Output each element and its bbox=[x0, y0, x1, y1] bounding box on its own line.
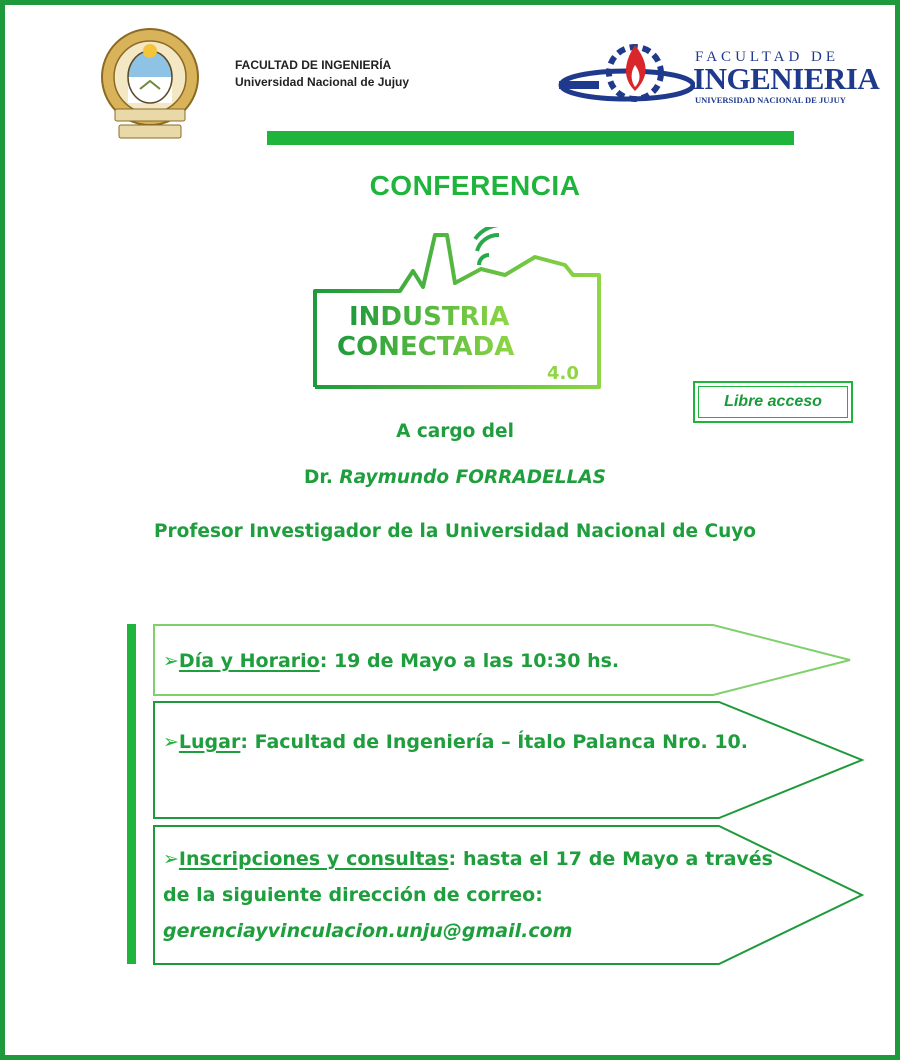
faculty-logo-sub-word: UNIVERSIDAD NACIONAL DE JUJUY bbox=[695, 95, 846, 105]
chevron-right-icon: ➢ bbox=[163, 731, 179, 753]
faculty-logo-main-word: INGENIERIA bbox=[693, 61, 880, 96]
event-logo-version: 4.0 bbox=[547, 363, 579, 384]
university-name: Universidad Nacional de Jujuy bbox=[235, 75, 410, 89]
detail-schedule-text bbox=[163, 650, 763, 672]
speaker-role bbox=[5, 515, 900, 549]
event-logo-line1: INDUSTRIA bbox=[349, 302, 510, 332]
header-divider-bar bbox=[267, 131, 794, 145]
speaker-title: Dr. bbox=[304, 467, 333, 488]
faculty-name: FACULTAD DE INGENIERÍA bbox=[235, 58, 392, 72]
detail-place-text bbox=[163, 723, 773, 761]
detail-registration-text bbox=[163, 841, 773, 949]
faculty-logo bbox=[555, 27, 880, 119]
event-logo bbox=[305, 227, 615, 397]
detail-schedule-value: : 19 de Mayo a las 10:30 hs. bbox=[319, 650, 620, 672]
speaker-line bbox=[5, 467, 900, 488]
detail-registration bbox=[153, 825, 865, 965]
faculty-logo-top-word: FACULTAD DE bbox=[695, 49, 840, 65]
university-seal-icon bbox=[97, 25, 203, 143]
details-side-bar bbox=[127, 624, 136, 964]
contact-email-link[interactable]: gerenciayvinculacion.unju@gmail.com bbox=[163, 920, 573, 942]
page-title: CONFERENCIA bbox=[369, 170, 581, 201]
speaker-role-text: Profesor Investigador de la Universidad Nacional de Cuyo bbox=[153, 521, 757, 542]
detail-schedule bbox=[153, 624, 853, 696]
chevron-right-icon: ➢ bbox=[163, 848, 179, 870]
detail-place-label: Lugar bbox=[178, 731, 241, 753]
detail-registration-value: : hasta el 17 de Mayo a través de la siguiente dirección de correo: bbox=[163, 848, 773, 906]
free-access-badge bbox=[693, 381, 853, 423]
detail-place-value: : Facultad de Ingeniería – Ítalo Palanca Nro. 10. bbox=[240, 731, 748, 753]
chevron-right-icon: ➢ bbox=[163, 650, 179, 672]
detail-place bbox=[153, 701, 865, 819]
speaker-intro: A cargo del bbox=[396, 421, 514, 442]
detail-schedule-label: Día y Horario bbox=[178, 650, 320, 672]
speaker-name: Raymundo FORRADELLAS bbox=[339, 467, 606, 488]
detail-registration-label: Inscripciones y consultas bbox=[178, 848, 449, 870]
event-logo-line2: CONECTADA bbox=[337, 332, 515, 362]
faculty-engineering-logo-icon bbox=[555, 27, 695, 119]
faculty-text-block bbox=[235, 57, 409, 91]
free-access-label: Libre acceso bbox=[698, 386, 848, 418]
